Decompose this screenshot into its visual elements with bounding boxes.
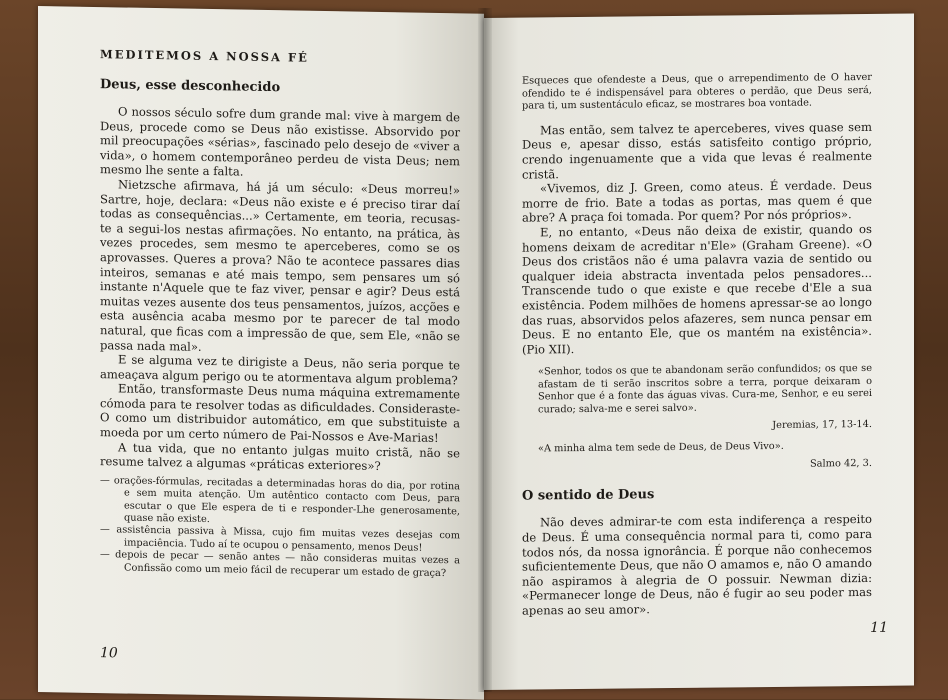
paragraph: «Vivemos, diz J. Green, como ateus. É verdade. Deus morre de frio. Bate a todas as portas, mas quem é que abre? A praça foi tomada. Por quem? Por nós próprios». — [522, 178, 872, 225]
paragraph: Mas então, sem talvez te aperceberes, vives quase sem Deus e, apesar disso, estás satisfeito contigo próprio, crendo ingenuamente que a vida que levas é realmente cristã. — [522, 119, 872, 182]
right-page — [484, 13, 914, 690]
list-item: — orações-fórmulas, recitadas a determinadas horas do dia, por rotina e sem muita atenção. Um autêntico contacto com Deus, para escutar o que Ele espera de ti e responder-Lhe generosamente, quase não existe. — [100, 474, 460, 526]
right-page-content — [522, 72, 872, 618]
list-item: — assistência passiva à Missa, cujo fim muitas vezes desejas com impaciência. Tudo aí te ocupou o pensamento, menos Deus! — [100, 524, 460, 554]
quote-citation: Jeremias, 17, 13-14. — [772, 418, 872, 431]
quote-citation: Salmo 42, 3. — [809, 458, 872, 470]
paragraph: Nietzsche afirmava, há já um século: «Deus morreu!» Sartre, hoje, declara: «Deus não existe e é preciso tirar daí todas as consequências...» Certamente, em teoria, recusas-te a segui-los nestas afirmações. No entanto, na prática, às vezes procedes, sem mesmo te aperceberes, como se os aprovasses. Queres a prova? Não te acontece passares dias inteiros, semanas e até mais tempo, sem pensares um só instante n'Aquele que te faz viver, pensar e agir? Deus está muitas vezes ausente dos teus pensamentos, juízos, acções e esta ausência acaba mesmo por te parecer de tal modo natural, que ficas com a impressão de que, sem Ele, «não se passa nada mal». — [100, 177, 460, 354]
paragraph: O nossos século sofre dum grande mal: vive à margem de Deus, procede como se Deus não existisse. Absorvido por mil preocupações «sérias», fascinado pelo desejo de «viver a vida», o homem contemporâneo perdeu de vista Deus; nem mesmo lhe sente a falta. — [100, 104, 460, 179]
small-paragraph: Esqueces que ofendeste a Deus, que o arrependimento de O haver ofendido te é indispensável para obteres o perdão, que Deus será, para ti, um sustentáculo eficaz, se mostrares boa vontade. — [522, 71, 872, 112]
list-item: — depois de pecar — senão antes — não consideras muitas vezes a Confissão como um meio fácil de recuperar um estado de graça? — [100, 549, 460, 579]
paragraph: Não deves admirar-te com esta indiferença a respeito de Deus. É uma consequência normal para ti, como para todos nós, da nossa ignorância. É porque não conhecemos suficientemente Deus, que não O amamos e, não O amando não aspiramos à alegria de O possuir. Newman dizia: «Permanecer longe de Deus, não é fugir ao seu poder mas apenas ao seu amor». — [522, 512, 872, 618]
page-number: 10 — [100, 645, 118, 662]
paragraph: A tua vida, que no entanto julgas muito cristã, não se resume talvez a algumas «práticas exteriores»? — [100, 440, 460, 474]
scripture-quote — [522, 363, 872, 416]
section-title: O sentido de Deus — [522, 487, 655, 504]
running-head: MEDITEMOS A NOSSA FÉ — [100, 47, 309, 65]
paragraph: E se alguma vez te dirigiste a Deus, não seria porque te ameaçava algum perigo ou te atormentava algum problema? — [100, 352, 460, 388]
section-title: Deus, esse desconhecido — [100, 77, 281, 96]
left-page-content — [100, 47, 460, 580]
book-gutter — [478, 8, 492, 692]
page-number: 11 — [870, 619, 888, 636]
quote-text: «Senhor, todos os que te abandonam serão confundidos; os que se afastam de ti serão inscritos sobre a terra, porque deixaram o Senhor que é a fonte das águas vivas. Cura-me, Senhor, e eu serei curado; salva-me e serei salvo». — [538, 363, 872, 415]
paragraph: Então, transformaste Deus numa máquina extremamente cómoda para te resolver todas as dificuldades. Consideraste-O como um distribuidor automático, em que substituiste a moeda por um certo número de Pai-Nossos e Ave-Marias! — [100, 381, 460, 446]
paragraph: E, no entanto, «Deus não deixa de existir, quando os homens deixam de acreditar n'Ele» (Graham Greene). «O Deus dos cristãos não é uma palavra vazia de sentido ou qualquer ideia abstracta inventada pelos pensadores... Transcende tudo o que existe e que recebe d'Ele a sua existência. Podem milhões de homens apressar-se ao longo das ruas, absorvidos pelos afazeres, sem nunca pensar em Deus. E no entanto Ele, que os mantém na existência». (Pio XII). — [522, 221, 872, 357]
scripture-quote — [522, 440, 872, 456]
quote-text: «A minha alma tem sede de Deus, de Deus Vivo». — [538, 440, 784, 455]
practices-list — [100, 475, 460, 581]
left-page — [38, 6, 484, 700]
